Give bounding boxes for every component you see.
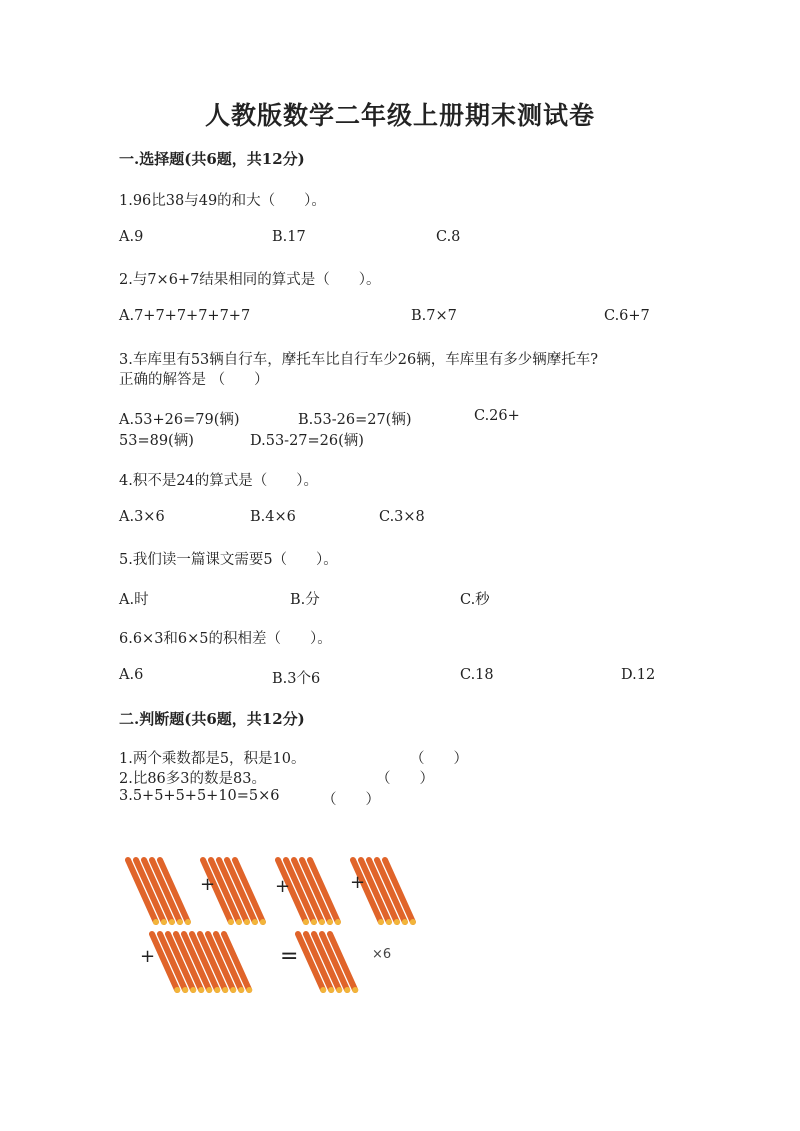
stick-end	[244, 919, 250, 925]
q4-option-b: B.4×6	[250, 509, 296, 525]
stick-end	[206, 987, 212, 993]
stick-end	[198, 987, 204, 993]
stick-end	[185, 919, 191, 925]
q3-option-c: C.26+	[474, 408, 520, 424]
stick-end	[327, 919, 333, 925]
stick-end	[336, 987, 342, 993]
plus-sign-3: +	[350, 872, 366, 893]
plus-sign-2: +	[275, 876, 291, 897]
stick-end	[177, 919, 183, 925]
judgment-1-blank: （ ）	[410, 751, 468, 767]
q2-option-a: A.7+7+7+7+7+7	[119, 308, 251, 324]
stick-end	[169, 919, 175, 925]
stick-end	[378, 919, 384, 925]
q3-option-c-cont: 53=89(辆)	[119, 433, 194, 449]
stick-end	[352, 987, 358, 993]
stick-end	[319, 919, 325, 925]
stick-end	[228, 919, 234, 925]
question-3-stem-line2: 正确的解答是 （ ）	[119, 372, 269, 388]
stick-end	[344, 987, 350, 993]
q5-option-c: C.秒	[460, 592, 490, 608]
times-six-label: ×6	[372, 947, 392, 962]
plus-sign-4: +	[140, 946, 156, 967]
judgment-1-text: 1.两个乘数都是5，积是10。	[119, 751, 306, 767]
judgment-2-text: 2.比86多3的数是83。	[119, 771, 266, 787]
stick-end	[190, 987, 196, 993]
stick-bundles-figure	[120, 848, 420, 993]
section-heading-judgment: 二.判断题(共6题，共12分)	[119, 710, 305, 728]
page-title: 人教版数学二年级上册期末测试卷	[204, 101, 595, 130]
q2-option-b: B.7×7	[411, 308, 457, 324]
judgment-3-blank: （ ）	[322, 792, 380, 808]
question-4-stem: 4.积不是24的算式是（ ）。	[119, 473, 319, 489]
q3-option-d: D.53-27=26(辆)	[250, 433, 364, 449]
stick-end	[386, 919, 392, 925]
judgment-3-text: 3.5+5+5+5+10=5×6	[119, 788, 280, 804]
stick-end	[174, 987, 180, 993]
stick-end	[161, 919, 167, 925]
question-6-stem: 6.6×3和6×5的积相差（ ）。	[119, 631, 332, 647]
q1-option-c: C.8	[436, 229, 461, 245]
stick-end	[222, 987, 228, 993]
stick-end	[236, 919, 242, 925]
stick-end	[214, 987, 220, 993]
stick-end	[402, 919, 408, 925]
question-1-stem: 1.96比38与49的和大（ ）。	[119, 193, 326, 209]
stick-end	[153, 919, 159, 925]
question-3-stem-line1: 3.车库里有53辆自行车，摩托车比自行车少26辆，车库里有多少辆摩托车?	[119, 352, 599, 368]
stick-end	[410, 919, 416, 925]
stick-end	[252, 919, 258, 925]
q5-option-b: B.分	[290, 592, 320, 608]
stick-end	[182, 987, 188, 993]
stick-end	[335, 919, 341, 925]
stick-end	[311, 919, 317, 925]
stick-end	[320, 987, 326, 993]
stick-end	[238, 987, 244, 993]
stick-end	[260, 919, 266, 925]
stick-end	[303, 919, 309, 925]
q6-option-a: A.6	[119, 667, 144, 683]
stick-end	[328, 987, 334, 993]
section-heading-choice: 一.选择题(共6题，共12分)	[119, 150, 305, 168]
stick-end	[246, 987, 252, 993]
equals-sign: =	[280, 944, 299, 969]
q5-option-a: A.时	[119, 592, 149, 608]
judgment-2-blank: （ ）	[376, 771, 434, 787]
q3-option-a: A.53+26=79(辆)	[119, 412, 240, 428]
q6-option-d: D.12	[621, 667, 656, 683]
stick-end	[394, 919, 400, 925]
q2-option-c: C.6+7	[604, 308, 650, 324]
q1-option-b: B.17	[272, 229, 306, 245]
question-5-stem: 5.我们读一篇课文需要5（ ）。	[119, 552, 338, 568]
plus-sign-1: +	[200, 874, 216, 895]
q4-option-a: A.3×6	[119, 509, 165, 525]
q1-option-a: A.9	[119, 229, 144, 245]
q6-option-b: B.3个6	[272, 671, 321, 687]
q4-option-c: C.3×8	[379, 509, 425, 525]
q6-option-c: C.18	[460, 667, 494, 683]
stick-end	[230, 987, 236, 993]
question-2-stem: 2.与7×6+7结果相同的算式是（ ）。	[119, 272, 381, 288]
q3-option-b: B.53-26=27(辆)	[298, 412, 412, 428]
